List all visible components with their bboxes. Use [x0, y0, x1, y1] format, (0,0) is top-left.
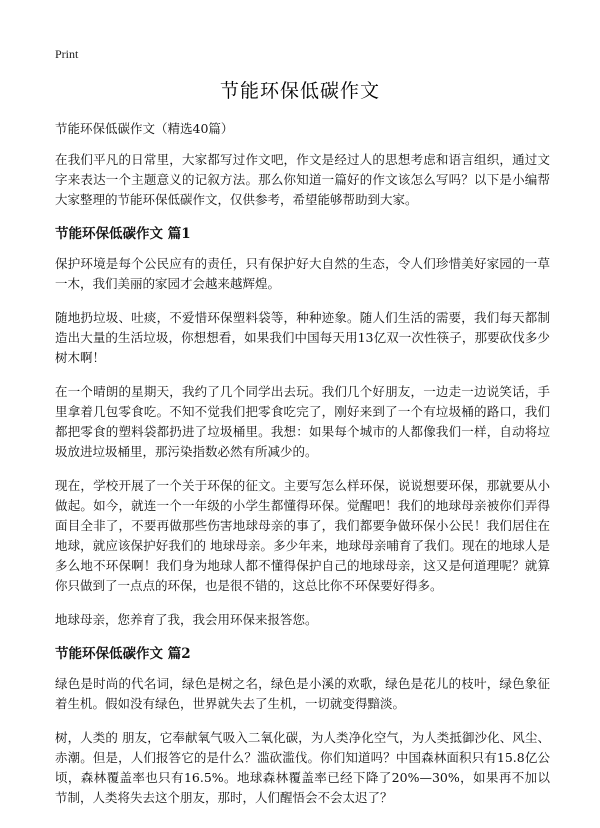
section-paragraph: 保护环境是每个公民应有的责任，只有保护好大自然的生态，令人们珍惜美好家园的一草一木，我们美丽的家园才会越来越辉煌。 [55, 256, 550, 291]
intro-paragraph: 在我们平凡的日常里，大家都写过作文吧，作文是经过人的思想考虑和语言组织，通过文字来表达一个主题意义的记叙方法。那么你知道一篇好的作文该怎么写吗？以下是小编帮大家整理的节能环保低碳作文，仅供参考，希望能够帮助到大家。 [55, 152, 550, 207]
section-heading: 节能环保低碳作文 篇1 [55, 226, 191, 242]
article-subtitle: 节能环保低碳作文（精选40篇） [55, 121, 234, 136]
section-paragraph: 随地扔垃圾、吐痰，不爱惜环保塑料袋等，种种迹象。随人们生活的需要，我们每天都制造出大量的生活垃圾，你想想看，如果我们中国每天用13亿双一次性筷子，那要砍伐多少树木啊！ [55, 310, 550, 365]
article-body [55, 120, 550, 822]
section-paragraph: 现在，学校开展了一个关于环保的征文。主要写怎么样环保，说说想要环保，那就要从小做起。如今，就连一个一年级的小学生都懂得环保。觉醒吧！我们的地球母亲被你们弄得面目全非了，不要再做那些伤害地球母亲的事了，我们都要争做环保小公民！我们居住在地球，就应该保护好我们的 地球母亲。多少年来，地球母亲哺育了我们。现在的地球人是多么地不环保啊！我们身为地球人都不懂得保护自己的地球母亲，这又是何道理呢？就算你只做到了一点点的环保，也是很不错的，这总比你不环保要好得多。 [55, 478, 550, 593]
section-paragraph: 在一个晴朗的星期天，我约了几个同学出去玩。我们几个好朋友，一边走一边说笑话，手里拿着几包零食吃。不知不觉我们把零食吃完了，刚好来到了一个有垃圾桶的路口，我们都把零食的塑料袋都扔进了垃圾桶里。我想：如果每个城市的人都像我们一样，自动将垃圾放进垃圾桶里，那污染指数必然有所减少的。 [55, 384, 550, 459]
section-paragraph: 绿色是时尚的代名词，绿色是树之名，绿色是小溪的欢歌，绿色是花儿的枝叶，绿色象征着生机。假如没有绿色，世界就失去了生机，一切就变得黯淡。 [55, 676, 550, 711]
print-link[interactable]: Print [55, 47, 79, 61]
section-heading: 节能环保低碳作文 篇2 [55, 646, 191, 662]
page-title: 节能环保低碳作文 [219, 80, 380, 102]
section-paragraph: 树，人类的 朋友，它奉献氧气吸入二氧化碳，为人类净化空气，为人类抵御沙化、风尘、赤潮。但是，人们报答它的是什么？滥砍滥伐。你们知道吗？中国森林面积只有15.8亿公顷，森林覆盖率也只有16.5%。地球森林覆盖率已经下降了20%—30%，如果再不加以节制，人类将失去这个朋友，那时，人们醒悟会不会太迟了？ [55, 730, 550, 805]
section-paragraph: 地球母亲，您养育了我，我会用环保来报答您。 [55, 612, 318, 627]
